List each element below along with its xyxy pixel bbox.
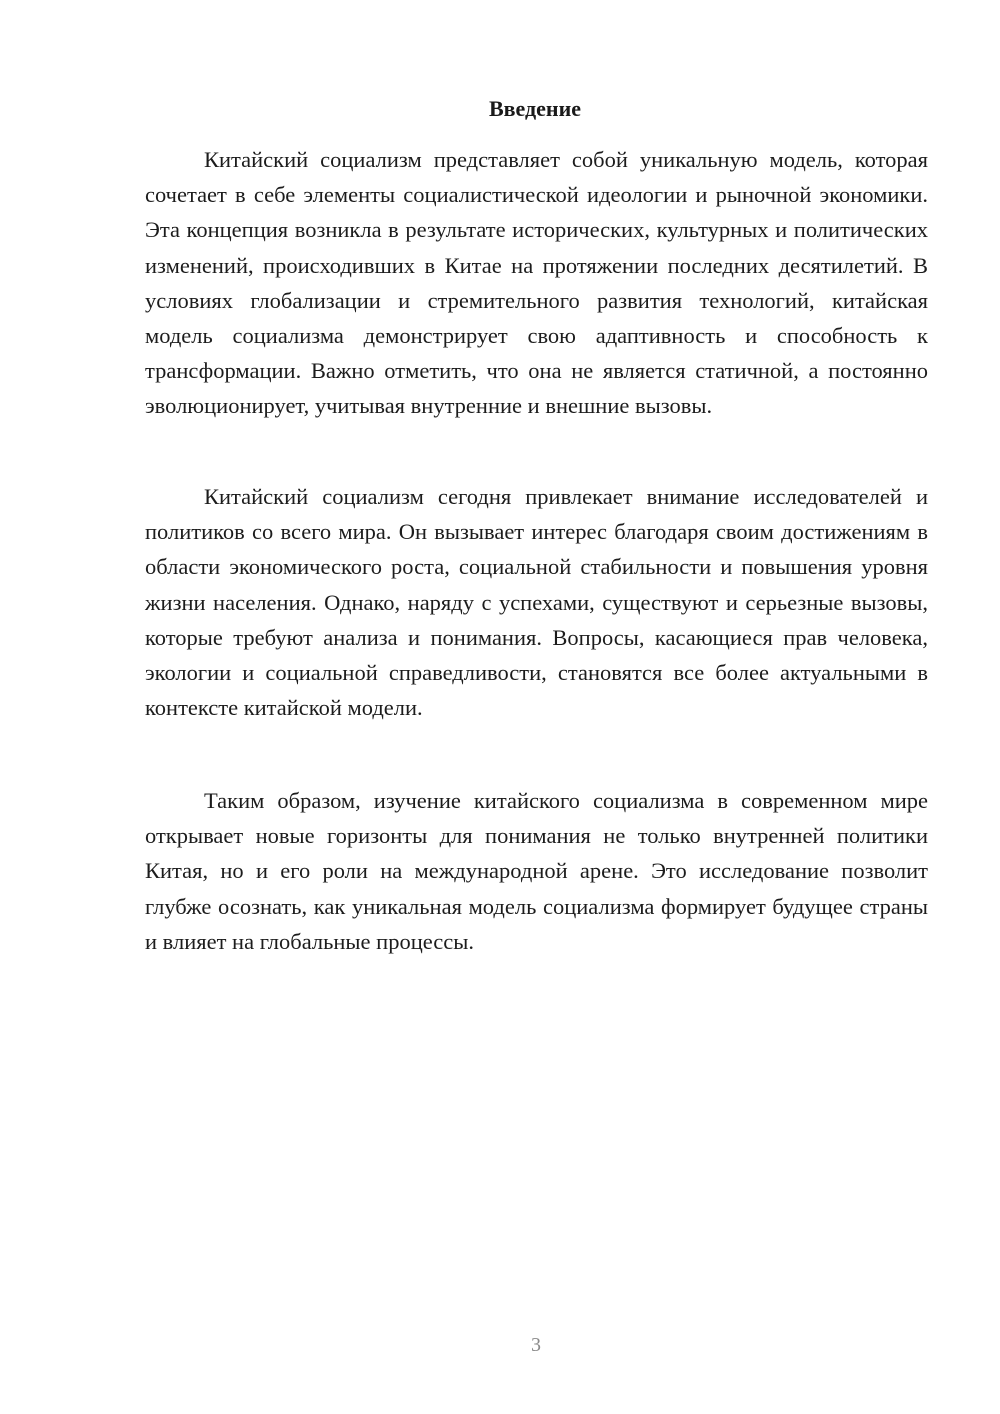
page-number: 3: [531, 1334, 541, 1356]
paragraph-3: Таким образом, изучение китайского социализма в современном мире открывает новые горизонты для понимания не только внутренней политики Китая, но и его роли на международной арене. Это исследование позволит глубже осознать, как уникальная модель социализма формирует будущее страны и влияет на глобальные процессы.: [145, 788, 928, 954]
section-heading: Введение: [488, 96, 582, 121]
paragraph-1: Китайский социализм представляет собой уникальную модель, которая сочетает в себе элементы социалистической идеологии и рыночной экономики. Эта концепция возникла в результате исторических, культурных и политических изменений, происходивших в Китае на протяжении последних десятилетий. В условиях глобализации и стремительного развития технологий, китайская модель социализма демонстрирует свою адаптивность и способность к трансформации. Важно отметить, что она не является статичной, а постоянно эволюционирует, учитывая внутренние и внешние вызовы.: [145, 147, 928, 419]
paragraph-2: Китайский социализм сегодня привлекает внимание исследователей и политиков со всего мира. Он вызывает интерес благодаря своим достижениям в области экономического роста, социальной стабильности и повышения уровня жизни населения. Однако, наряду с успехами, существуют и серьезные вызовы, которые требуют анализа и понимания. Вопросы, касающиеся прав человека, экологии и социальной справедливости, становятся все более актуальными в контексте китайской модели.: [145, 484, 928, 721]
